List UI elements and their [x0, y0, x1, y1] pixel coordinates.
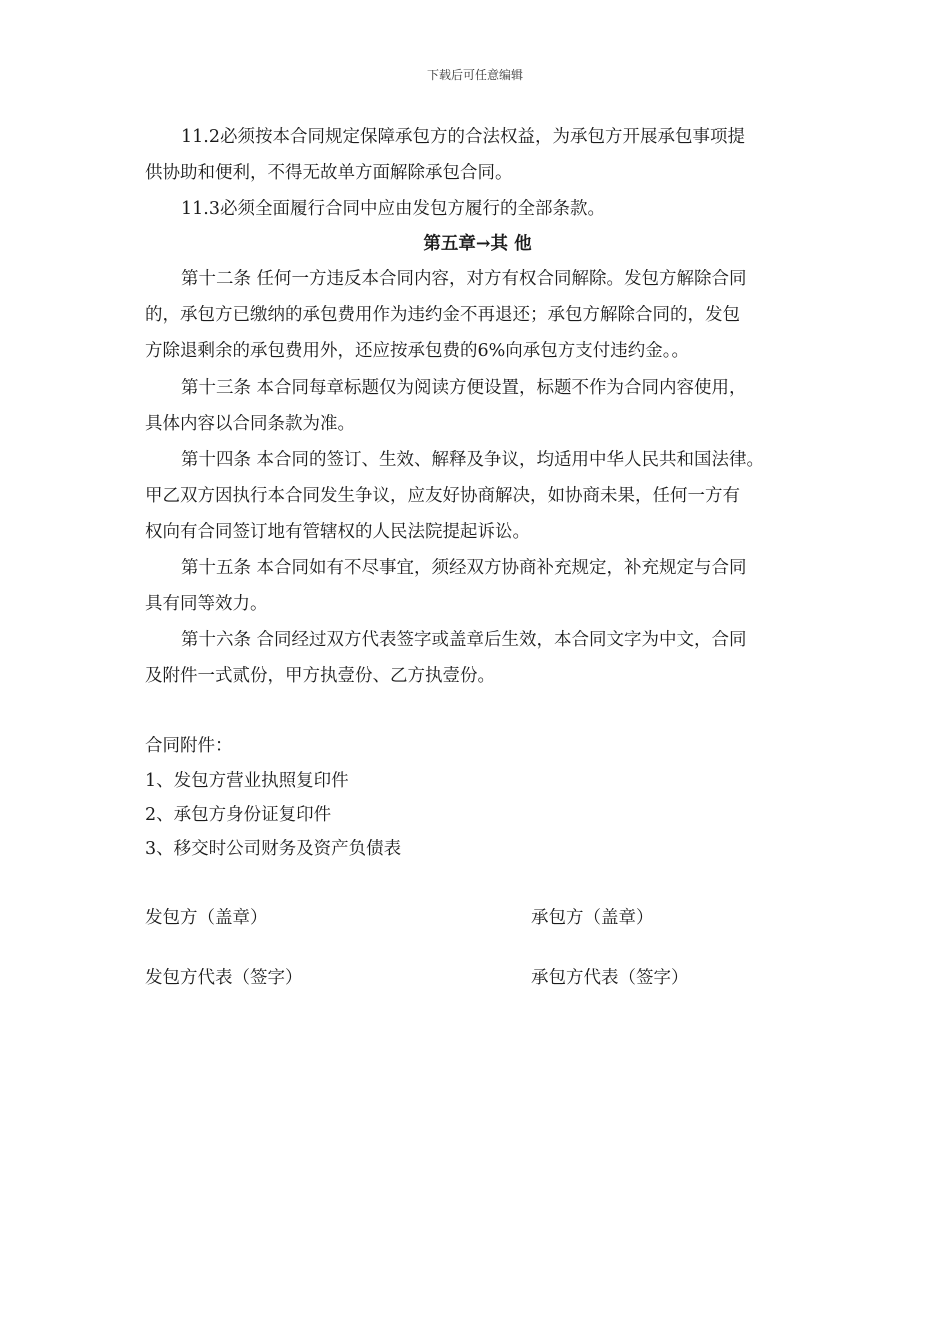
attachments-title: 合同附件：	[145, 736, 233, 756]
clause-11-2-line-1: 11.2必须按本合同规定保障承包方的合法权益，为承包方开展承包事项提	[181, 127, 745, 147]
party-b-rep-label: 承包方代表（签字）	[531, 968, 689, 988]
article-14-line-2: 甲乙双方因执行本合同发生争议，应友好协商解决，如协商未果，任何一方有	[145, 486, 740, 506]
article-15-line-2: 具有同等效力。	[145, 594, 268, 614]
article-14-line-1: 第十四条 本合同的签订、生效、解释及争议，均适用中华人民共和国法律。	[181, 450, 765, 470]
article-12-line-2: 的，承包方已缴纳的承包费用作为违约金不再退还；承包方解除合同的，发包	[145, 305, 740, 325]
article-15-line-1: 第十五条 本合同如有不尽事宜，须经双方协商补充规定，补充规定与合同	[181, 558, 747, 578]
article-13-line-2: 具体内容以合同条款为准。	[145, 414, 355, 434]
article-16-line-1: 第十六条 合同经过双方代表签字或盖章后生效，本合同文字为中文，合同	[181, 630, 747, 650]
attachment-item: 2、承包方身份证复印件	[145, 805, 332, 825]
article-16-line-2: 及附件一式贰份，甲方执壹份、乙方执壹份。	[145, 666, 495, 686]
page-header-watermark: 下载后可任意编辑	[426, 68, 523, 82]
article-14-line-3: 权向有合同签订地有管辖权的人民法院提起诉讼。	[145, 522, 530, 542]
chapter-five-heading: 第五章→其 他	[423, 234, 532, 254]
article-12-line-3: 方除退剩余的承包费用外，还应按承包费的6%向承包方支付违约金。。	[145, 341, 690, 361]
clause-11-3-line-1: 11.3必须全面履行合同中应由发包方履行的全部条款。	[181, 199, 605, 219]
clause-11-2-line-2: 供协助和便利，不得无故单方面解除承包合同。	[145, 163, 513, 183]
article-13-line-1: 第十三条 本合同每章标题仅为阅读方便设置，标题不作为合同内容使用，	[181, 378, 747, 398]
attachment-item: 1、发包方营业执照复印件	[145, 771, 349, 791]
article-12-line-1: 第十二条 任何一方违反本合同内容，对方有权合同解除。发包方解除合同	[181, 269, 747, 289]
attachment-item: 3、移交时公司财务及资产负债表	[145, 839, 402, 859]
party-a-seal-label: 发包方（盖章）	[145, 908, 268, 928]
party-a-rep-label: 发包方代表（签字）	[145, 968, 303, 988]
party-b-seal-label: 承包方（盖章）	[531, 908, 654, 928]
